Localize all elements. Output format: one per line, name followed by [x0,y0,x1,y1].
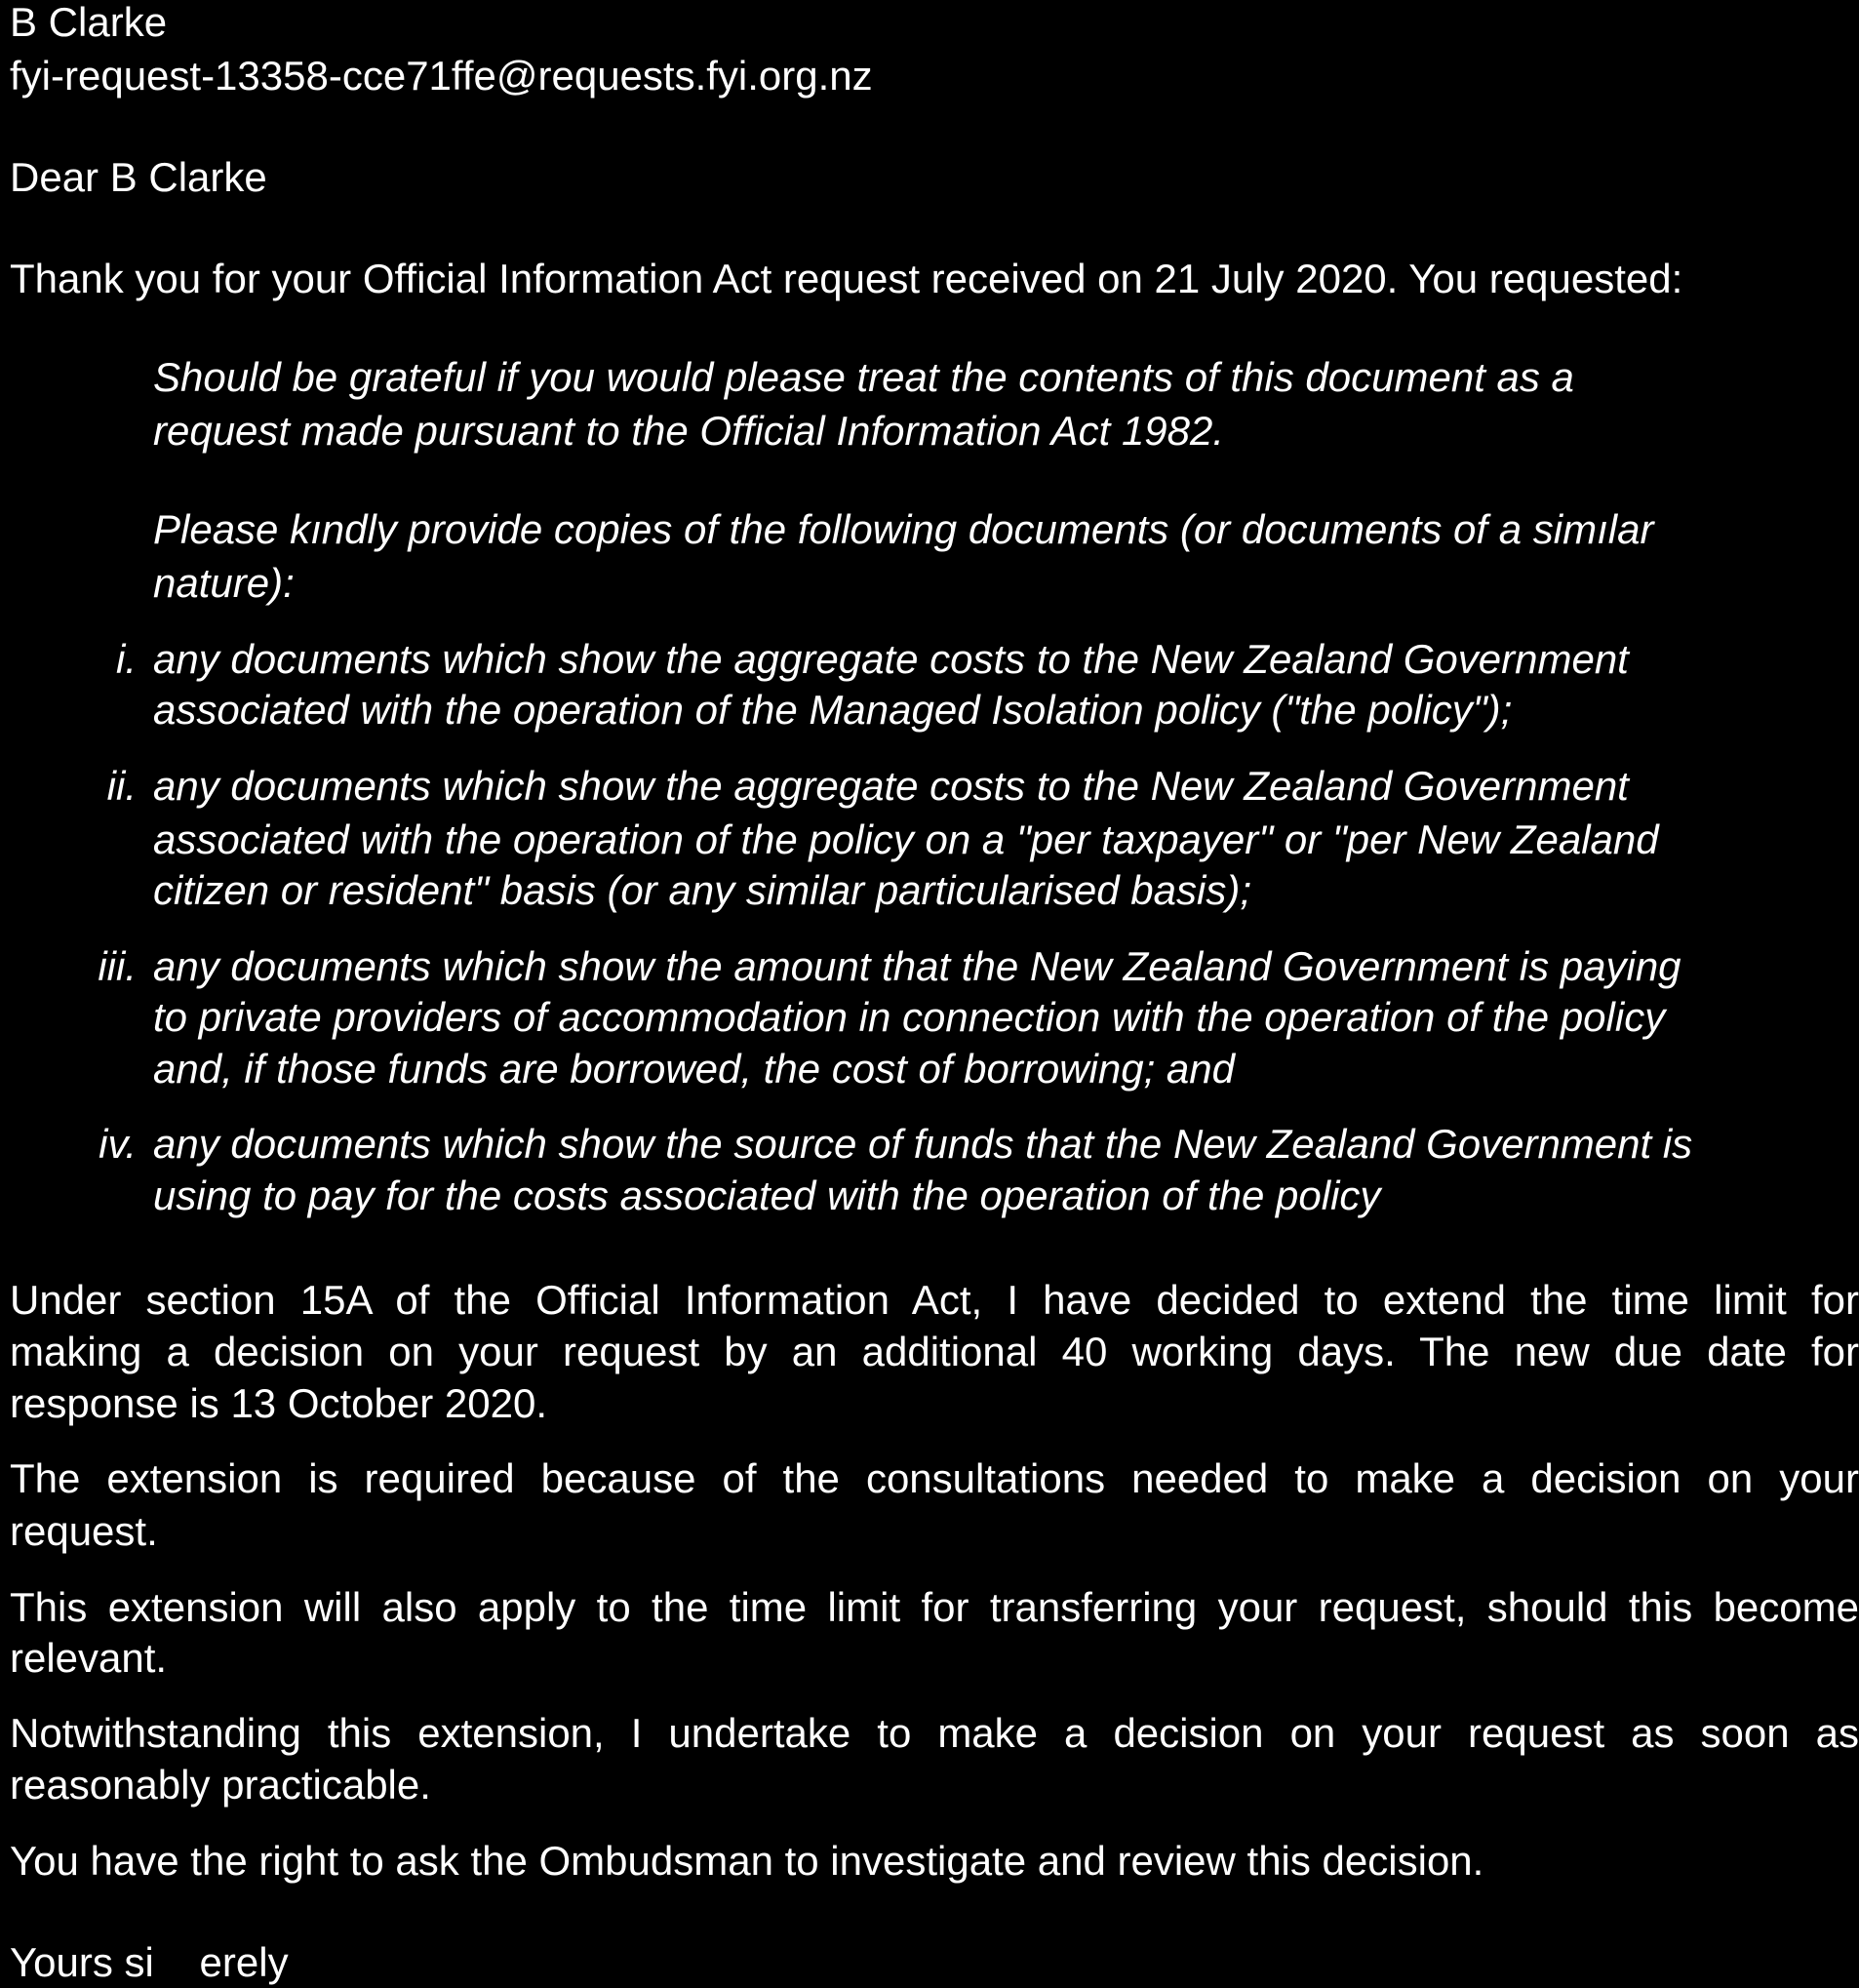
item-line: associated with the operation of the Managed Isolation policy ("the policy"); [153,687,1513,733]
item-number: iii. [98,943,137,989]
body-line: You have the right to ask the Ombudsman to investigate and review this decision. [10,1838,1484,1884]
item-line: any documents which show the aggregate costs to the New Zealand Government [153,763,1629,809]
quote-para1-line: Should be grateful if you would please treat the contents of this document as a [153,354,1574,400]
intro-text: Thank you for your Official Information Act request received on 21 July 2020. You requested: [10,256,1683,301]
item-number: i. [116,636,137,682]
item-line: using to pay for the costs associated with the operation of the policy [153,1173,1381,1218]
item-line: any documents which show the source of funds that the New Zealand Government is [153,1121,1693,1167]
recipient-email: fyi-request-13358-cce71ffe@requests.fyi.org.nz [10,53,873,99]
quote-para2-line: nature): [153,560,295,606]
item-line: associated with the operation of the policy on a "per taxpayer" or "per New Zealand [153,816,1659,862]
body-line: response is 13 October 2020. [10,1380,548,1426]
recipient-name: B Clarke [10,0,168,45]
quote-para1-line: request made pursuant to the Official Information Act 1982. [153,408,1225,454]
item-line: any documents which show the aggregate costs to the New Zealand Government [153,636,1629,682]
closing: Yours si erely [10,1939,289,1985]
item-line: any documents which show the amount that the New Zealand Government is paying [153,943,1681,989]
item-line: to private providers of accommodation in connection with the operation of the policy [153,994,1666,1040]
body-line: making a decision on your request by an additional 40 working days. The new due date for [10,1329,1859,1374]
item-line: citizen or resident" basis (or any similar particularised basis); [153,867,1251,913]
body-line: reasonably practicable. [10,1762,431,1808]
item-number: ii. [106,763,137,809]
salutation: Dear B Clarke [10,154,267,200]
item-line: and, if those funds are borrowed, the cost of borrowing; and [153,1046,1236,1092]
body-line: This extension will also apply to the time limit for transferring your request, should this become [10,1584,1859,1630]
body-line: relevant. [10,1635,168,1681]
body-line: Notwithstanding this extension, I undertake to make a decision on your request as soon as [10,1710,1859,1756]
quote-para2-line: Please kındly provide copies of the following documents (or documents of a simılar [153,506,1654,552]
body-line: Under section 15A of the Official Information Act, I have decided to extend the time limit for [10,1277,1859,1323]
item-number: iv. [99,1121,137,1167]
body-line: The extension is required because of the consultations needed to make a decision on your [10,1455,1859,1501]
body-line: request. [10,1508,158,1554]
